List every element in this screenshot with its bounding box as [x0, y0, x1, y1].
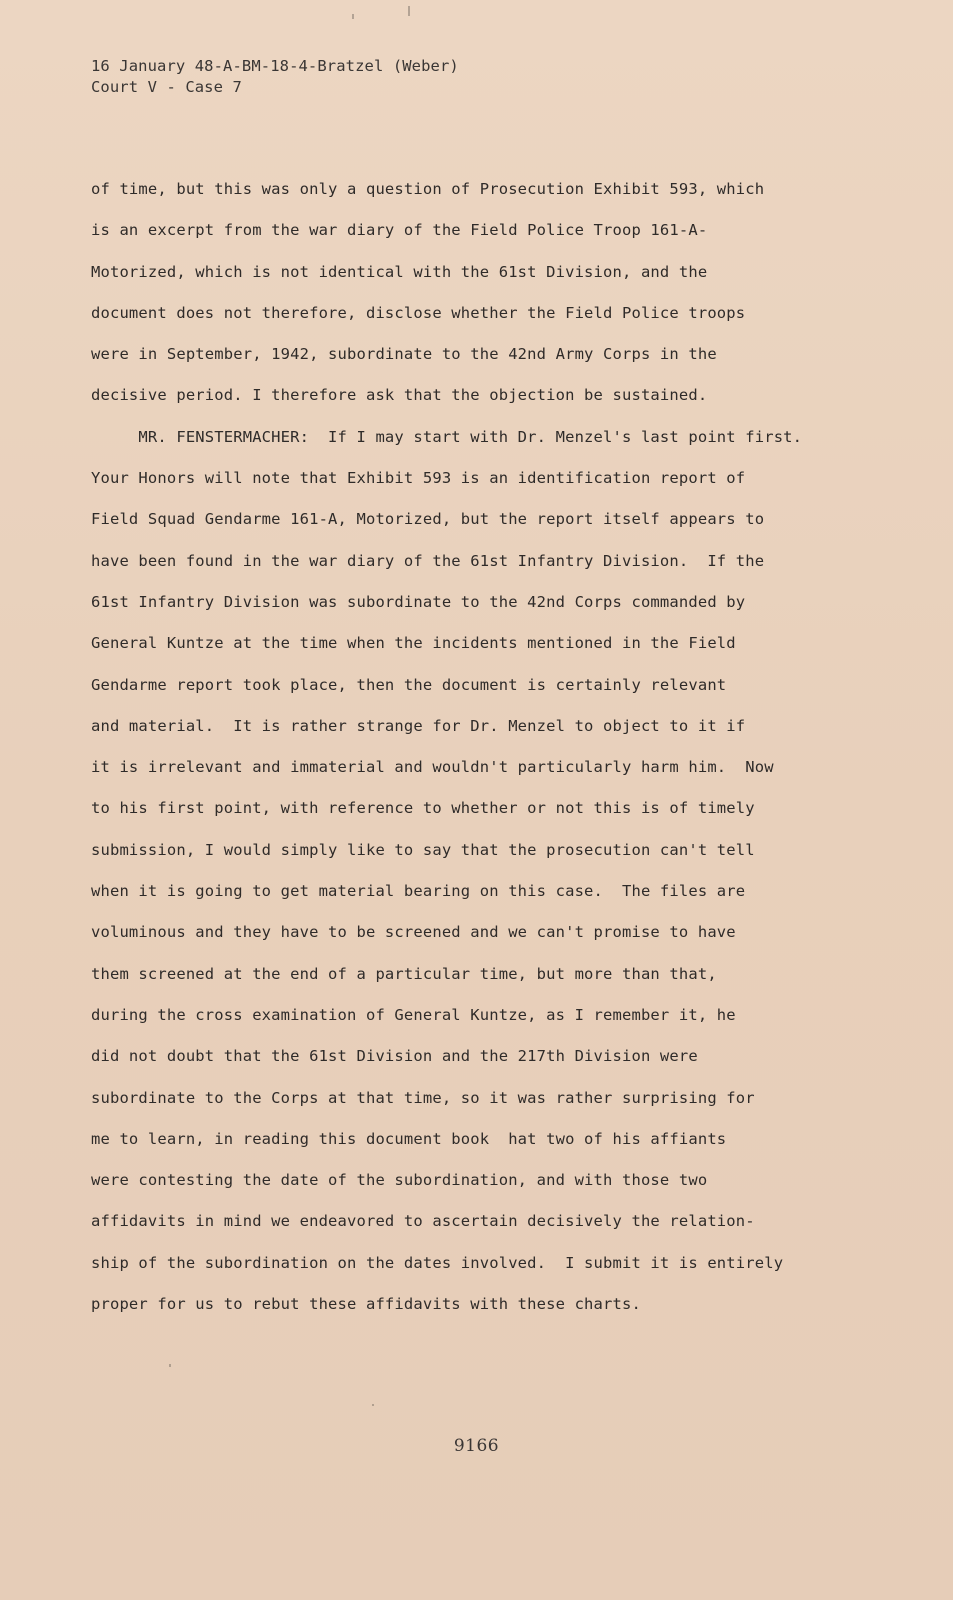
text-line: to his first point, with reference to whether or not this is of timely: [91, 799, 755, 818]
text-line: document does not therefore, disclose whether the Field Police troops: [91, 303, 746, 322]
text-line: Motorized, which is not identical with the 61st Division, and the: [91, 262, 708, 281]
text-line: have been found in the war diary of the 61st Infantry Division. If the: [91, 551, 765, 570]
text-line: Gendarme report took place, then the document is certainly relevant: [91, 675, 727, 694]
paper-mark: [372, 1404, 374, 1406]
text-line: and material. It is rather strange for Dr. Menzel to object to it if: [91, 716, 746, 735]
text-line: when it is going to get material bearing on this case. The files are: [91, 882, 746, 901]
text-line: affidavits in mind we endeavored to ascertain decisively the relation-: [91, 1212, 755, 1231]
page-number: 9166: [453, 1436, 500, 1456]
header-court-line: Court V - Case 7: [91, 78, 242, 96]
text-line: of time, but this was only a question of Prosecution Exhibit 593, which: [91, 180, 765, 198]
header-date-line: 16 January 48-A-BM-18-4-Bratzel (Weber): [91, 57, 459, 75]
text-line: did not doubt that the 61st Division and the 217th Division were: [91, 1047, 698, 1066]
text-line: Field Squad Gendarme 161-A, Motorized, but the report itself appears to: [91, 510, 765, 529]
text-line: 61st Infantry Division was subordinate to the 42nd Corps commanded by: [91, 592, 746, 611]
text-line: it is irrelevant and immaterial and wouldn't particularly harm him. Now: [91, 758, 774, 777]
text-line: voluminous and they have to be screened and we can't promise to have: [91, 923, 736, 942]
text-line: Your Honors will note that Exhibit 593 is an identification report of: [91, 469, 746, 488]
text-line: me to learn, in reading this document book hat two of his affiants: [91, 1129, 727, 1148]
text-line: General Kuntze at the time when the incidents mentioned in the Field: [91, 634, 736, 653]
paper-mark: [408, 6, 410, 16]
text-line: during the cross examination of General Kuntze, as I remember it, he: [91, 1005, 736, 1024]
text-line: decisive period. I therefore ask that the objection be sustained.: [91, 386, 708, 405]
transcript-body: [91, 178, 931, 1334]
text-line: MR. FENSTERMACHER: If I may start with Dr. Menzel's last point first.: [91, 427, 803, 446]
text-line: proper for us to rebut these affidavits with these charts.: [91, 1295, 641, 1314]
text-line: submission, I would simply like to say that the prosecution can't tell: [91, 840, 755, 859]
text-line: were in September, 1942, subordinate to the 42nd Army Corps in the: [91, 345, 717, 364]
text-line: them screened at the end of a particular time, but more than that,: [91, 964, 717, 983]
text-line: subordinate to the Corps at that time, so it was rather surprising for: [91, 1088, 755, 1107]
document-header: [91, 56, 459, 98]
text-line: ship of the subordination on the dates involved. I submit it is entirely: [91, 1253, 784, 1272]
text-line: were contesting the date of the subordination, and with those two: [91, 1171, 708, 1190]
paper-mark: [352, 14, 354, 19]
text-line: is an excerpt from the war diary of the Field Police Troop 161-A-: [91, 221, 708, 240]
paper-mark: [169, 1364, 171, 1367]
